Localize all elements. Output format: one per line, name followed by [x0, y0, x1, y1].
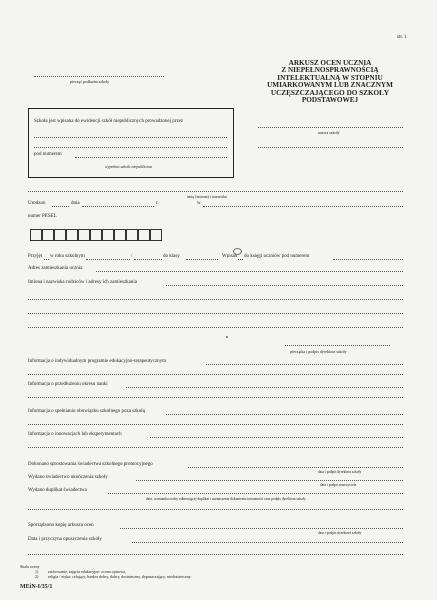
- registry-text: Szkoła jest wpisana do ewidencji szkół niepublicznych prowadzonej przez: [34, 119, 184, 124]
- form-title-line: UMIARKOWANYM LUB ZNACZNYM: [267, 81, 393, 90]
- section-innovation-label: Informacja o innowacjach lub eksperymentach: [28, 432, 122, 437]
- section-extension-label: Informacja o przedłużeniu okresu nauki: [28, 382, 108, 387]
- leave-line-2: [28, 554, 403, 555]
- grading-item-number: 1): [35, 569, 39, 574]
- form-code: MEiN-I/35/1: [20, 584, 53, 590]
- form-title-line: UCZĘSZCZAJĄCEGO DO SZKOŁY: [270, 88, 390, 97]
- pesel-digit-cell[interactable]: [102, 229, 114, 241]
- form-title-line: PODSTAWOWEJ: [301, 96, 359, 105]
- birth-day-label: dnia: [71, 201, 80, 206]
- copy-line: [120, 528, 403, 529]
- section-iep-label: Informacja o indywidualnym programie edukacyjno-terapeutycznym: [28, 359, 167, 364]
- birth-year-suffix: r.: [156, 201, 159, 206]
- section-outside-line: [166, 414, 403, 415]
- page-number: str. 1: [397, 35, 407, 40]
- address-line: [96, 271, 403, 272]
- parents-line-3: [28, 313, 403, 314]
- school-name-line-2: [258, 147, 403, 148]
- pesel-digit-cell[interactable]: [66, 229, 78, 241]
- class-label: do klasy: [163, 254, 180, 259]
- pesel-digit-cell[interactable]: [150, 229, 162, 241]
- grading-scale-title: Skala oceny: [20, 564, 40, 569]
- section-innovation-line-2: [28, 447, 403, 448]
- register-label: do księgi uczniów pod numerem: [244, 254, 310, 259]
- pesel-digit-cell[interactable]: [78, 229, 90, 241]
- leave-line: [132, 542, 403, 543]
- school-year-label: w roku szkolnym: [50, 254, 85, 259]
- registry-number-line: [75, 157, 227, 158]
- copy-label: Sporządzono kopię arkusza ocen: [28, 523, 94, 528]
- birth-place-line: [203, 206, 403, 207]
- entered-suffix-line: [238, 259, 243, 260]
- section-extension-line: [126, 387, 403, 388]
- school-stamp-line: [34, 76, 164, 77]
- principal-sign-label: pieczątka i podpis dyrektora szkoły: [290, 349, 347, 354]
- section-innovation-line: [150, 437, 403, 438]
- parents-line-1: [166, 285, 403, 286]
- pesel-digit-cell[interactable]: [126, 229, 138, 241]
- born-label: Urodzon: [28, 201, 46, 206]
- section-iep-line: [206, 364, 403, 365]
- correction-line: [188, 467, 403, 468]
- pesel-digit-cell[interactable]: [30, 229, 42, 241]
- school-name-line: [258, 127, 403, 128]
- student-name-line: [28, 191, 403, 192]
- student-name-label: imię (imiona) i nazwisko: [187, 194, 228, 199]
- class-line: [186, 259, 218, 260]
- section-outside-label: Informacja o spełnianiu obowiązku szkolnego poza szkołą: [28, 409, 145, 414]
- pesel-digit-cell[interactable]: [54, 229, 66, 241]
- completion-sign-label: data i podpis nauczyciela: [320, 483, 357, 487]
- grading-item-text: religia / etyka: celujący, bardzo dobry, dobry, dostateczny, dopuszczający, niedostateczny.: [48, 574, 192, 579]
- principal-sign-line: [285, 345, 390, 346]
- completion-line: [136, 480, 403, 481]
- address-label: Adres zamieszkania ucznia: [28, 266, 83, 271]
- duplicate-line: [108, 493, 403, 494]
- school-stamp-label: pieczęć podłużna szkoły: [70, 79, 110, 84]
- pesel-digit-cell[interactable]: [90, 229, 102, 241]
- section-outside-line-2: [28, 424, 403, 425]
- school-year-end-line: [134, 259, 162, 260]
- copy-sign-label: data i podpis dyrektora szkoły: [318, 531, 362, 535]
- duplicate-note: data, wzmianka osoby odbierającej duplikat i zaznaczenie dokumentu tożsamości oraz podpis dyrektora szkoły: [146, 497, 306, 501]
- registry-line-2: [34, 147, 227, 148]
- school-year-separator: /: [131, 254, 133, 259]
- registry-caption: wypełnia szkoła niepubliczna: [105, 164, 152, 169]
- form-title-line: INTELEKTUALNĄ W STOPNIU: [277, 73, 383, 82]
- parents-line-4: [28, 327, 403, 328]
- completion-label: Wydano świadectwo ukończenia szkoły: [28, 475, 108, 480]
- pesel-label: numer PESEL: [28, 214, 57, 219]
- duplicate-label: Wydano duplikat świadectwa: [28, 488, 87, 493]
- grading-item-number: 2): [35, 574, 39, 579]
- birth-place-label: w: [197, 201, 201, 206]
- section-extension-line-2: [28, 397, 403, 398]
- registry-line: [34, 137, 227, 138]
- born-suffix-line: [52, 206, 69, 207]
- correction-label: Dokonano sprostowania świadectwa szkolnego promocyjnego: [28, 462, 153, 467]
- entered-label: Wpisan: [222, 254, 238, 259]
- ink-mark-icon: [233, 248, 242, 255]
- grading-item-text: zachowanie, zajęcia edukacyjne: ocena opisowa,: [48, 569, 126, 574]
- school-name-label: nazwa szkoły: [318, 130, 340, 135]
- registry-box: [28, 108, 234, 178]
- admitted-label: Przyjęt: [28, 254, 43, 259]
- parents-label: Imiona i nazwiska rodziców i adresy ich zamieszkania: [28, 280, 137, 285]
- registry-number-label: pod numerem: [34, 152, 62, 157]
- birth-date-line: [82, 206, 154, 207]
- scan-speck: [226, 336, 228, 338]
- pesel-digit-cell[interactable]: [42, 229, 54, 241]
- correction-sign-label: data i podpis dyrektora szkoły: [318, 470, 362, 474]
- register-number-line: [333, 259, 403, 260]
- form-title-line: Z NIEPEŁNOSPRAWNOŚCIĄ: [281, 66, 379, 75]
- admitted-suffix-line: [44, 259, 49, 260]
- section-iep-line-2: [28, 374, 403, 375]
- parents-line-2: [28, 299, 403, 300]
- leave-label: Data i przyczyna opuszczenia szkoły: [28, 537, 102, 542]
- pesel-digit-cell[interactable]: [138, 229, 150, 241]
- form-title: [265, 60, 395, 104]
- pesel-digit-cell[interactable]: [114, 229, 126, 241]
- duplicate-line-2: [28, 509, 403, 510]
- school-year-start-line: [86, 259, 130, 260]
- form-title-line: ARKUSZ OCEN UCZNIA: [288, 59, 372, 67]
